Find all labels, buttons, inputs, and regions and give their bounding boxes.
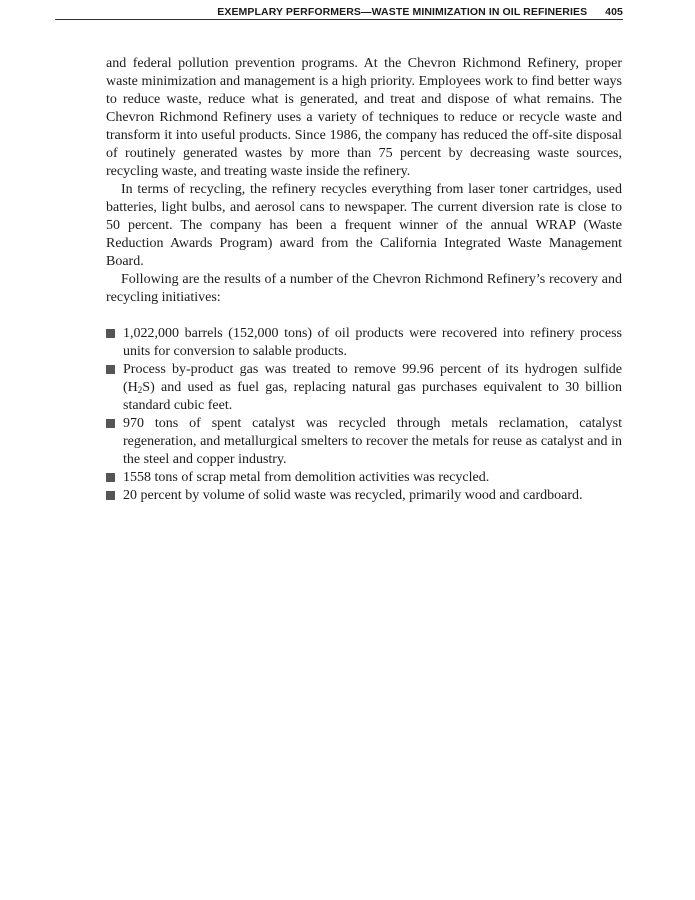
paragraph-recycling: In terms of recycling, the refinery recycles everything from laser toner cartridges, used batteries, light bulbs, and aerosol cans to newspaper. The current diversion rate is close to 50 percent. The company has been a frequent winner of the annual WRAP (Waste Reduction Awards Program) award from the California Integrated Waste Management Board. bbox=[106, 182, 622, 269]
body-text bbox=[106, 55, 622, 505]
square-bullet-icon bbox=[106, 473, 115, 482]
list-item-text bbox=[123, 362, 622, 413]
square-bullet-icon bbox=[106, 491, 115, 500]
running-title: EXEMPLARY PERFORMERS—WASTE MINIMIZATION IN OIL REFINERIES bbox=[217, 6, 588, 18]
subscript-two: 2 bbox=[137, 385, 143, 395]
list-item-text-before: Process by-product gas was treated to remove 99.96 percent of its hydrogen sulfide (H bbox=[123, 362, 622, 395]
page-number: 405 bbox=[605, 6, 623, 18]
list-item-text: 1558 tons of scrap metal from demolition activities was recycled. bbox=[123, 470, 490, 485]
list-item bbox=[106, 361, 622, 415]
list-item bbox=[106, 487, 622, 505]
square-bullet-icon bbox=[106, 365, 115, 374]
list-item-text: 20 percent by volume of solid waste was recycled, primarily wood and cardboard. bbox=[123, 488, 583, 503]
results-list bbox=[106, 325, 622, 505]
list-item-text-after: S) and used as fuel gas, replacing natural gas purchases equivalent to 30 billion standard cubic feet. bbox=[123, 380, 622, 413]
paragraph-continued: and federal pollution prevention programs. At the Chevron Richmond Refinery, proper waste minimization and management is a high priority. Employees work to find better ways to reduce waste, reduce what is generated, and treat and dispose of what remains. The Chevron Richmond Refinery uses a variety of techniques to reduce or recycle waste and transform it into useful products. Since 1986, the company has reduced the off-site disposal of routinely generated wastes by more than 75 percent by decreasing waste sources, recycling waste, and treating waste inside the refinery. bbox=[106, 56, 622, 179]
list-item-text: 1,022,000 barrels (152,000 tons) of oil products were recovered into refinery process units for conversion to salable products. bbox=[123, 326, 622, 359]
list-item-text: 970 tons of spent catalyst was recycled through metals reclamation, catalyst regeneration, and metallurgical smelters to recover the metals for reuse as catalyst and in the steel and copper industry. bbox=[123, 416, 622, 467]
list-item bbox=[106, 469, 622, 487]
list-item bbox=[106, 415, 622, 469]
paragraph-initiatives-intro: Following are the results of a number of the Chevron Richmond Refinery’s recovery and recycling initiatives: bbox=[106, 272, 622, 305]
list-item bbox=[106, 325, 622, 361]
square-bullet-icon bbox=[106, 329, 115, 338]
running-header bbox=[55, 5, 623, 20]
square-bullet-icon bbox=[106, 419, 115, 428]
